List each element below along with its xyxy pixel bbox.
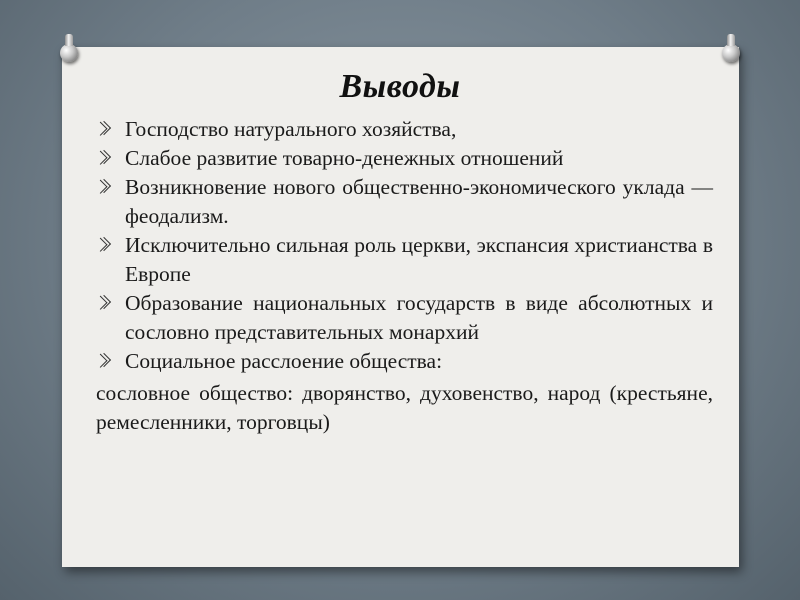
footer-text: сословное общество: дворянство, духовенство, народ (крестьяне, ремесленники, торговцы) — [96, 381, 713, 434]
bullet-text: Слабое развитие товарно-денежных отношений — [125, 146, 564, 170]
bullet-text: Господство натурального хозяйства, — [125, 117, 457, 141]
bullet-text: Возникновение нового общественно-экономического уклада — феодализм. — [125, 175, 713, 228]
bullet-text: Социальное расслоение общества: — [125, 349, 443, 373]
bullet-item — [96, 231, 713, 289]
bullet-text: Исключительно сильная роль церкви, экспансия христианства в Европе — [125, 233, 713, 286]
bullet-list — [96, 115, 713, 376]
slide-content — [96, 115, 713, 437]
push-pin-icon — [722, 44, 740, 62]
arrow-bullet-icon — [97, 121, 111, 135]
bullet-item — [96, 144, 713, 173]
bullet-item — [96, 289, 713, 347]
bullet-item — [96, 173, 713, 231]
slide-title: Выводы — [339, 68, 461, 105]
arrow-bullet-icon — [97, 237, 111, 251]
push-pin-icon — [60, 44, 78, 62]
arrow-bullet-icon — [97, 150, 111, 164]
arrow-bullet-icon — [97, 295, 111, 309]
arrow-bullet-icon — [97, 353, 111, 367]
bullet-item — [96, 115, 713, 144]
arrow-bullet-icon — [97, 179, 111, 193]
bullet-item — [96, 347, 713, 376]
bullet-text: Образование национальных государств в виде абсолютных и сословно представительных монархий — [125, 291, 713, 344]
